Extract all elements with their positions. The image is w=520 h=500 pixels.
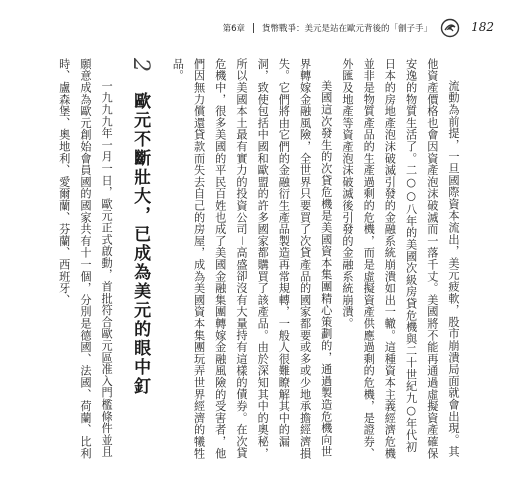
section-heading [128,58,154,460]
page-number: 182 [471,20,494,34]
section-title: 歐元不斷壯大，已成為美元的眼中釘 [130,91,151,396]
paragraph: 流動為前提，一旦國際資本流出，美元疲軟，股市崩潰局面就會出現。其他資產價格也會因資產泡沫破滅而一落千丈。美國將不能再通過虛擬資產確保安逸的物質生活了。二○○八年的美國次級房貸危機與二十世紀九○年代初日本的房地產泡沫破滅引發的金融系統崩潰如出一轍。這種資本主義經濟危機並非是物質產品的生產過剩的危機，而是虛擬資產供應過剩的危機，是證券、外匯及地產等資產泡沫破滅後引發的金融系統崩潰。 [340,58,460,460]
section-number: 2 [128,58,154,74]
spiral-logo-icon [440,18,460,38]
chapter-title: 貨幣戰爭：美元是站在歐元背後的「劊子手」 [261,24,432,34]
chapter-label: 第6章 [222,24,245,34]
running-header [223,18,460,38]
vertical-body-text [54,58,464,460]
paragraph: 一九九九年一月一日，歐元正式啟動，首批符合歐元區准入門檻條件並且願意成為歐元創始會員國的國家共有十一個，分別是德國、法國、荷蘭、比利時、盧森堡、奧地利、愛爾蘭、芬蘭、西班牙、 [57,58,114,460]
header-divider [253,23,254,33]
paragraph: 美國這次發生的次貸危機是美國資本集團精心策劃的，通過製造危機向世界轉嫁金融風險，全世界只要買了次貸產品的國家都要或多或少地承擔經濟損失。它們將由它們的金融衍生產品製造再常規轉，一般人很難瞭解其中的漏洞，致使包括中國和歐盟的許多國家都購買了該產品。由於深知其中的奧秘，所以美國本土最有實力的投資公司－高盛卻沒有大量持有這樣的債券。在次貸危機中，很多美國的平民百姓也成了美國金融集團轉嫁金融風險的受害者，他們因無力償還貸款而失去自己的房屋，成為美國資本集團玩弄世界經濟的犧牲品。 [171,58,333,460]
